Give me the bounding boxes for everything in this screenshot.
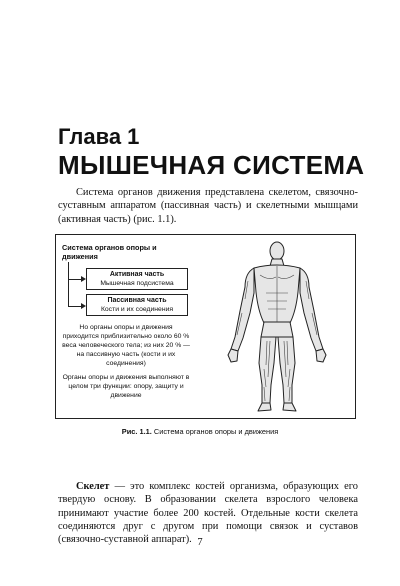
head-shape [270,242,284,260]
intro-paragraph: Система органов движения представлена скелетом, связочно-суставным аппаратом (пассивная часть) и скелетными мышцами (активная часть) (рис. 1.1). [58,187,358,225]
muscular-body-illustration [204,237,350,417]
note-mass: Но органы опоры и движения приходится приблизительно около 60 % веса человеческого тела; из них 20 % — на пассивную часть (кости и их соединения) [62,324,190,367]
left-arm-shape [231,268,254,351]
passive-part-subtitle: Кости и их соединения [100,306,174,313]
page-number: 7 [197,537,203,548]
left-leg-shape [259,337,276,403]
passive-part-box [86,294,188,316]
right-arm-shape [300,268,323,351]
chapter-title: МЫШЕЧНАЯ СИСТЕМА [58,150,365,180]
skeleton-definition: — это комплекс костей организма, образующих его твердую основу. В образовании скелета взрослого человека принимают участие более 200 костей. Отдельные кости скелета соединяются друг с другом при помощи связок и суставов (связочно-суставной аппарат). [58,481,358,546]
bracket-line [68,262,83,307]
pelvis-shape [261,322,293,337]
right-leg-shape [278,337,295,403]
active-part-subtitle: Мышечная подсистема [100,280,174,287]
right-hand-shape [316,349,326,362]
chapter-number: Глава 1 [58,124,140,149]
figure-caption [0,427,400,436]
figure-box [55,234,356,419]
skeleton-term: Скелет [76,481,110,492]
note-functions: Органы опоры и движения выполняют в целом три функции: опору, защиту и движение [62,374,190,399]
caption-text: Система органов опоры и движения [153,427,279,436]
bracket-branch-line [68,279,82,280]
system-title: Система органов опоры и движения [62,243,157,261]
caption-label: Рис. 1.1. [121,427,152,436]
active-part-title: Активная часть [109,271,165,278]
right-foot-shape [283,403,296,411]
passive-part-title: Пассивная часть [107,297,167,304]
left-hand-shape [228,349,238,362]
left-foot-shape [258,403,271,411]
active-part-box [86,268,188,290]
